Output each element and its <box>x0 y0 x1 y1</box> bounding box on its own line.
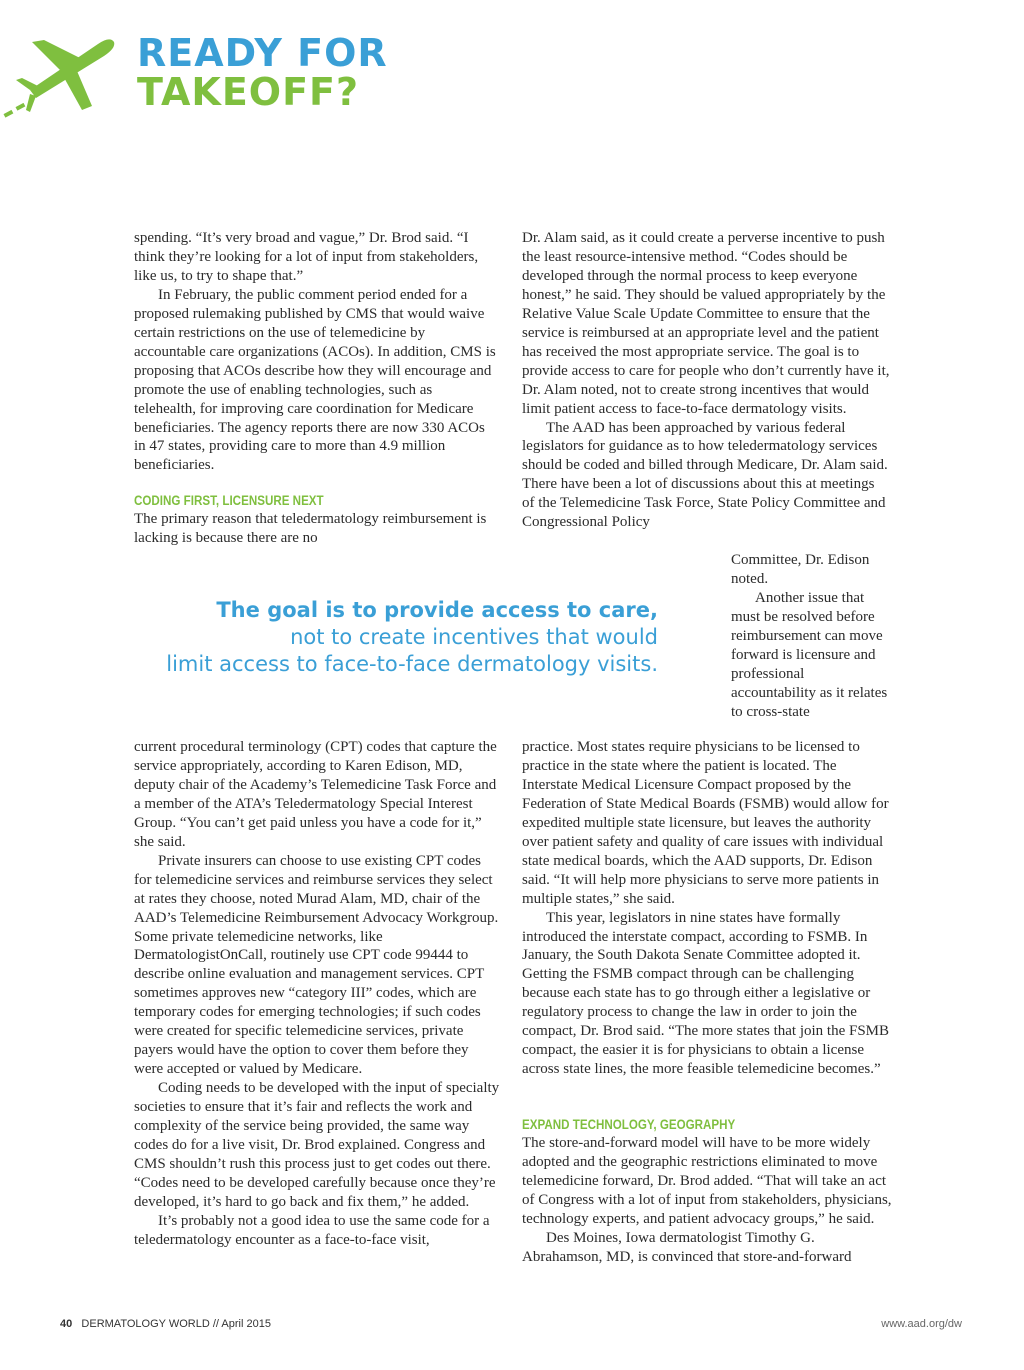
paragraph: The AAD has been approached by various federal legislators for guidance as to how teledermatology services should be coded and billed through Medicare, Dr. Alam said. There have been a lot of discussions about this at meetings of the Telemedicine Task Force, State Policy Committee and Congressional Policy <box>522 419 888 531</box>
pull-quote-line-3: limit access to face-to-face dermatology visits. <box>166 652 658 676</box>
paragraph: The store-and-forward model will have to be more widely adopted and the geographic restrictions eliminated to move telemedicine forward, Dr. Brod added. “That will take an act of Congress with a lot of input from stakeholders, physicians, technology experts, and patient advocacy groups,” he said. <box>522 1135 892 1227</box>
paragraph: current procedural terminology (CPT) codes that capture the service appropriately, according to Karen Edison, MD, deputy chair of the Academy’s Telemedicine Task Force and a member of the ATA’s Teledermatology Special Interest Group. “You can’t get paid unless you have a code for it,” she said. <box>134 739 497 850</box>
paragraph: Des Moines, Iowa dermatologist Timothy G. Abrahamson, MD, is convinced that store-and-forward <box>522 1229 852 1265</box>
paragraph: In February, the public comment period ended for a proposed rulemaking published by CMS that would waive certain restrictions on the use of telemedicine by accountable care organizations (ACOs). In addition, CMS is proposing that ACOs describe how they will encourage and promote the use of enabling technologies, such as telehealth, for improving care coordination for Medicare beneficiaries. The agency reports there are now 330 ACOs in 47 states, providing care to more than 4.9 million beneficiaries. <box>134 286 496 474</box>
title-line-2: TAKEOFF? <box>137 70 360 114</box>
section-heading-expand: EXPAND TECHNOLOGY, GEOGRAPHY <box>522 1117 736 1132</box>
paragraph: Coding needs to be developed with the input of specialty societies to ensure that it’s fair and reflects the work and complexity of the service being provided, the same way codes do for a live visit, Dr. Brod explained. Congress and CMS shouldn’t rush this process just to get codes out there. “Codes need to be developed carefully because once they’re developed, it’s hard to go back and fix them,” he added. <box>134 1080 500 1210</box>
paragraph: spending. “It’s very broad and vague,” Dr. Brod said. “I think they’re looking for a lot of input from stakeholders, like us, to try to shape that.” <box>134 230 479 284</box>
paragraph: practice. Most states require physicians to be licensed to practice in the state where the patient is located. The Interstate Medical Licensure Compact proposed by the Federation of State Medical Boards (FSMB) would allow for expedited multiple state licensure, but leaves the authority over patient safety and quality of care issues with individual state medical boards, which the AAD supports, Dr. Edison said. “It will help more physicians to serve more patients in multiple states,” she said. <box>522 739 889 907</box>
right-column-narrow <box>731 551 889 722</box>
section-heading-coding: CODING FIRST, LICENSURE NEXT <box>134 493 324 508</box>
title-line-1: READY FOR <box>137 31 388 75</box>
right-column-top <box>522 229 890 532</box>
paragraph: Private insurers can choose to use existing CPT codes for telemedicine services and reimburse services they select at rates they choose, noted Murad Alam, MD, chair of the AAD’s Telemedicine Reimbursement Advocacy Workgroup. Some private telemedicine networks, like DermatologistOnCall, routinely use CPT code 99444 to describe online evaluation and management services. CPT sometimes approves new “category III” codes, which are temporary codes for emerging technologies; if such codes were created for specific telemedicine services, private payers would have the option to cover them before they were accepted or valued by Medicare. <box>134 852 499 1078</box>
airplane-logo-icon <box>0 28 120 124</box>
paragraph: Another issue that must be resolved before reimbursement can move forward is licensure and professional accountability as it relates to cross-state <box>731 589 888 720</box>
paragraph: The primary reason that teledermatology reimbursement is lacking is because there are no <box>134 511 487 546</box>
footer-left <box>60 1318 271 1330</box>
left-column-top <box>134 229 498 475</box>
issue-date: April 2015 <box>221 1318 271 1330</box>
expand-section <box>522 1115 892 1267</box>
right-column-bottom <box>522 738 892 1079</box>
publication-name: DERMATOLOGY WORLD <box>81 1318 210 1330</box>
pull-quote-line-2: not to create incentives that would <box>290 625 658 649</box>
page-title <box>137 31 388 114</box>
footer-separator: // <box>212 1318 219 1330</box>
paragraph: Dr. Alam said, as it could create a perverse incentive to push the least resource-intensive method. “Codes should be developed through the normal process to keep everyone honest,” he said. They should be valued appropriately by the Relative Value Scale Update Committee to ensure that the service is reimbursed at an appropriate level and the patient has received the most appropriate service. The goal is to provide access to care for people who don’t currently have it, Dr. Alam noted, not to create strong incentives that would limit patient access to face-to-face dermatology visits. <box>522 230 890 417</box>
pull-quote <box>150 597 658 678</box>
left-column-bottom <box>134 738 500 1250</box>
paragraph: Committee, Dr. Edison noted. <box>731 552 870 587</box>
footer-url[interactable]: www.aad.org/dw <box>881 1318 962 1330</box>
paragraph: It’s probably not a good idea to use the same code for a teledermatology encounter as a face-to-face visit, <box>134 1212 490 1248</box>
pull-quote-line-1: The goal is to provide access to care, <box>216 598 658 622</box>
coding-section <box>134 491 498 548</box>
page-number: 40 <box>60 1318 73 1330</box>
paragraph: This year, legislators in nine states have formally introduced the interstate compact, according to FSMB. In January, the South Dakota Senate Committee adopted it. Getting the FSMB compact through can be challenging because each state has to go through either a legislative or regulatory process to change the law in order to join the compact, Dr. Brod said. “The more states that join the FSMB compact, the easier it is for physicians to obtain a license across state lines, the more feasible telemedicine becomes.” <box>522 909 890 1078</box>
